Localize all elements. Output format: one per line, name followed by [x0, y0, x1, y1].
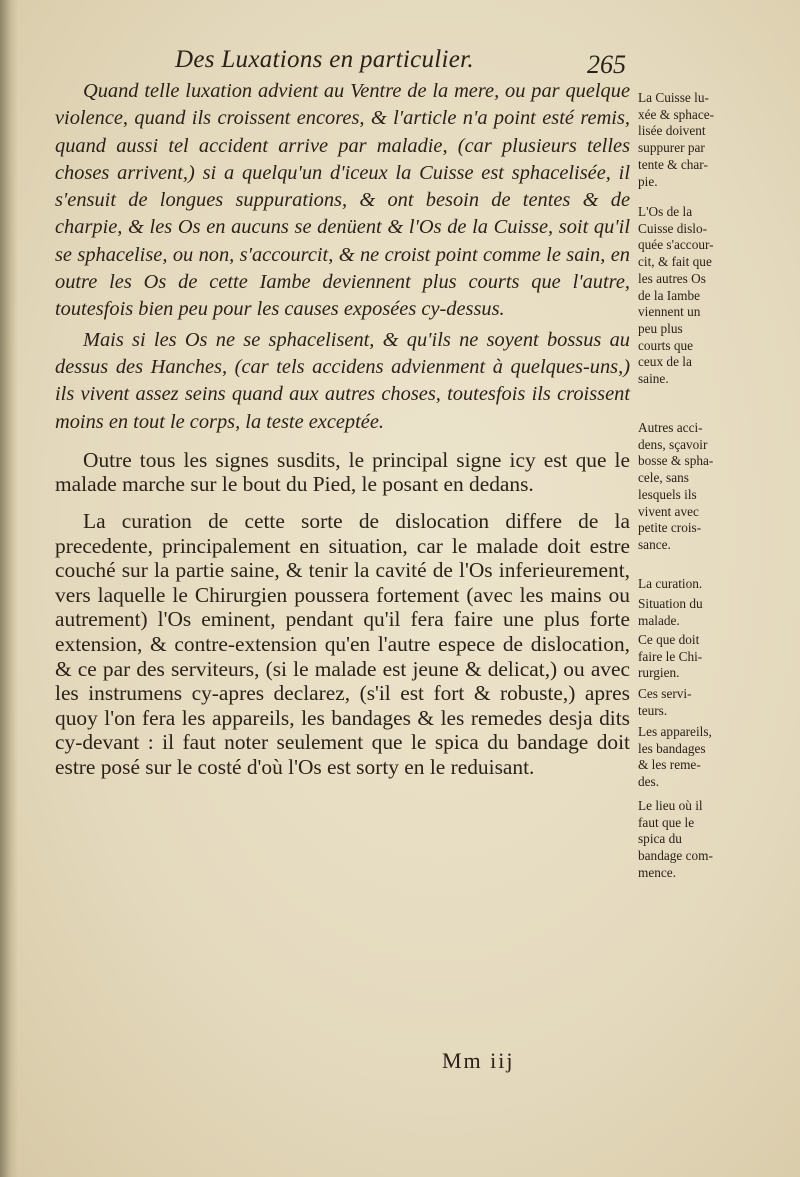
margin-note-line: lesquels ils: [638, 486, 697, 502]
main-text-column: [55, 78, 630, 780]
margin-note-line: La curation.: [638, 576, 703, 591]
margin-note-line: saine.: [638, 371, 669, 387]
margin-note-line: peu plus: [638, 320, 683, 336]
margin-note-line: ceux de la: [638, 354, 692, 370]
running-title: Des Luxations en particulier.: [175, 46, 474, 73]
margin-note: [638, 204, 714, 388]
margin-note-line: rurgien.: [638, 665, 680, 681]
margin-note-line: les bandages: [638, 740, 706, 756]
margin-note-line: L'Os de la: [638, 204, 693, 219]
margin-note-line: Situation du: [638, 596, 703, 611]
margin-note-line: dens, sçavoir: [638, 436, 708, 452]
margin-note-line: lisée doivent: [638, 123, 706, 139]
paragraph-1: Quand telle luxation advient au Ventre de la mere, ou par quelque violence, quand ils croissent encores, & l'article n'a point esté remis, quand aussi tel accident arrive par maladie, (car plusieurs telles choses arrivent,) si a quelqu'un d'iceux la Cuisse est sphacelisée, il s'ensuit de longues suppurations, & ont besoin de tentes & de charpie, & les Os en aucuns se denüent & l'Os de la Cuisse, soit qu'il se sphacelise, ou non, s'accourcit, & ne croist point comme le sain, en outre les Os de cette Iambe deviennent plus courts que l'autre, toutesfois bien peu pour les causes exposées cy-dessus.: [55, 80, 630, 321]
margin-note: [638, 686, 692, 719]
margin-note-line: des.: [638, 774, 660, 790]
margin-note-line: Le lieu où il: [638, 798, 703, 813]
margin-note: [638, 798, 713, 882]
margin-note: [638, 420, 713, 554]
margin-note: [638, 632, 702, 682]
margin-note-line: xée & sphace-: [638, 106, 715, 122]
margin-note: [638, 724, 712, 791]
margin-note-line: tente & char-: [638, 156, 708, 172]
paragraph-2: Mais si les Os ne se sphacelisent, & qu'ils ne soyent bossus au dessus des Hanches, (car tels accidens advienment à quelques-uns,) ils vivent assez seins quand aux autres choses, toutesfois ils croissent moins en tout le corps, la teste exceptée.: [55, 328, 630, 433]
page-number: 265: [587, 50, 626, 79]
margin-note-line: mence.: [638, 864, 677, 880]
margin-note-line: Ce que doit: [638, 632, 700, 647]
margin-note-line: Cuisse dislo-: [638, 220, 708, 236]
margin-note-line: bandage com-: [638, 848, 713, 864]
margin-note-line: de la Iambe: [638, 287, 701, 303]
margin-note-line: Les appareils,: [638, 724, 712, 739]
margin-note-line: sance.: [638, 536, 671, 552]
margin-note-line: petite crois-: [638, 520, 702, 536]
margin-note-line: suppurer par: [638, 140, 705, 156]
margin-note: [638, 576, 702, 593]
paragraph-4: La curation de cette sorte de dislocation differe de la precedente, principalement en situation, car le malade doit estre couché sur la partie saine, & tenir la cavité de l'Os inferieurement, vers laquelle le Chirurgien poussera fortement (avec les mains ou autrement) l'Os eminent, pendant qu'il fera faire une plus forte extension, & contre-extension qu'en l'autre espece de dislocation, & ce par des serviteurs, (si le malade est jeune & delicat,) ou avec les instrumens cy-apres declarez, (s'il est fort & robuste,) apres quoy l'on fera les appareils, les bandages & les remedes desja dits cy-devant : il faut noter seulement que le spica du bandage doit estre posé sur le costé d'où l'Os est sorty en le reduisant.: [55, 509, 630, 779]
bleed-through: [60, 990, 620, 1140]
margin-note: [638, 596, 703, 629]
margin-note-line: malade.: [638, 612, 680, 628]
catchword: Mm iij: [442, 1048, 515, 1073]
margin-note-line: quée s'accour-: [638, 237, 714, 253]
margin-note-line: Ces servi-: [638, 686, 692, 701]
margin-note-line: courts que: [638, 337, 694, 353]
margin-note-line: cele, sans: [638, 470, 689, 486]
margin-note-line: viennent un: [638, 304, 701, 320]
margin-note: [638, 90, 714, 190]
margin-note-line: faire le Chi-: [638, 648, 703, 664]
margin-note-line: & les reme-: [638, 757, 701, 773]
margin-note-line: faut que le: [638, 814, 695, 830]
margin-note-line: cit, & fait que: [638, 254, 712, 270]
paragraph-3: Outre tous les signes susdits, le principal signe icy est que le malade marche sur le bout du Pied, le posant en dedans.: [55, 447, 630, 497]
margin-note-line: teurs.: [638, 702, 668, 718]
margin-note-line: les autres Os: [638, 270, 706, 286]
margin-note-line: Autres acci-: [638, 420, 703, 435]
page-header: [175, 40, 645, 80]
binding-gutter: [0, 0, 18, 1177]
margin-note-line: bosse & spha-: [638, 453, 714, 469]
margin-note-line: vivent avec: [638, 503, 699, 519]
margin-note-line: spica du: [638, 831, 682, 847]
margin-note-line: pie.: [638, 173, 658, 189]
margin-note-line: La Cuisse lu-: [638, 90, 709, 105]
